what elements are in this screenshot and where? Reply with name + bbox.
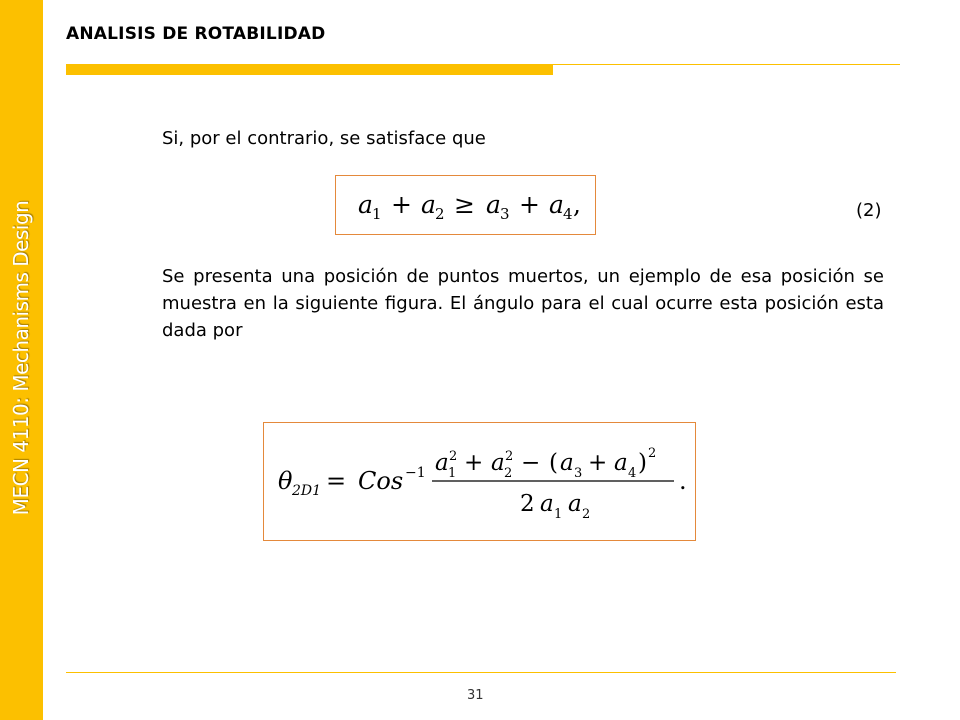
svg-text:(: ( <box>549 450 558 476</box>
svg-text:1: 1 <box>372 205 382 223</box>
svg-text:a: a <box>358 190 373 219</box>
svg-text:Cos: Cos <box>358 467 404 495</box>
svg-text:2D1: 2D1 <box>292 483 322 499</box>
svg-text:2: 2 <box>435 205 445 223</box>
svg-text:3: 3 <box>574 466 583 481</box>
svg-text:1: 1 <box>448 466 457 481</box>
paragraph-description: Se presenta una posición de puntos muertos, un ejemplo de esa posición se muestra en la siguiente figura. El ángulo para el cual ocurre esta posición esta dada por <box>162 266 884 341</box>
svg-text:2: 2 <box>504 466 513 481</box>
svg-text:2: 2 <box>520 491 535 517</box>
svg-text:θ: θ <box>278 467 293 495</box>
page-number: 31 <box>467 688 484 703</box>
svg-text:+: + <box>464 450 484 476</box>
equation-number: (2) <box>856 200 882 221</box>
svg-text:+: + <box>588 450 608 476</box>
svg-text:+: + <box>391 190 412 219</box>
title-accent-bar <box>66 64 553 75</box>
equation-angle <box>264 423 694 539</box>
paragraph-intro: Si, por el contrario, se satisface que <box>162 128 486 149</box>
svg-text:3: 3 <box>500 205 510 223</box>
svg-text:+: + <box>519 190 540 219</box>
slide-title: ANALISIS DE ROTABILIDAD <box>66 24 326 44</box>
svg-text:a: a <box>560 450 574 476</box>
svg-text:2: 2 <box>505 449 514 464</box>
equation-angle-box <box>263 422 696 541</box>
sidebar-course-title: MECN 4110: Mechanisms Design <box>9 200 33 516</box>
title-accent-line <box>553 64 900 65</box>
svg-text:a: a <box>486 190 501 219</box>
equation-inequality-box <box>335 175 596 235</box>
svg-text:a: a <box>491 450 505 476</box>
svg-text:4: 4 <box>563 205 573 223</box>
sidebar <box>0 0 43 720</box>
svg-text:a: a <box>421 190 436 219</box>
svg-text:=: = <box>326 467 347 495</box>
svg-text:2: 2 <box>648 446 657 461</box>
svg-text:−: − <box>521 450 541 476</box>
svg-text:,: , <box>573 190 581 219</box>
svg-text:1: 1 <box>554 507 563 522</box>
svg-text:2: 2 <box>582 507 591 522</box>
svg-text:a: a <box>435 450 449 476</box>
equation-inequality <box>336 176 594 233</box>
svg-text:a: a <box>549 190 564 219</box>
svg-text:4: 4 <box>628 466 637 481</box>
svg-text:.: . <box>679 467 687 495</box>
svg-text:a: a <box>614 450 628 476</box>
svg-text:): ) <box>638 450 647 476</box>
svg-text:a: a <box>540 491 554 517</box>
footer-divider <box>66 672 896 673</box>
svg-text:≥: ≥ <box>454 190 475 219</box>
svg-text:−1: −1 <box>405 465 426 481</box>
svg-text:a: a <box>568 491 582 517</box>
svg-text:2: 2 <box>449 449 458 464</box>
